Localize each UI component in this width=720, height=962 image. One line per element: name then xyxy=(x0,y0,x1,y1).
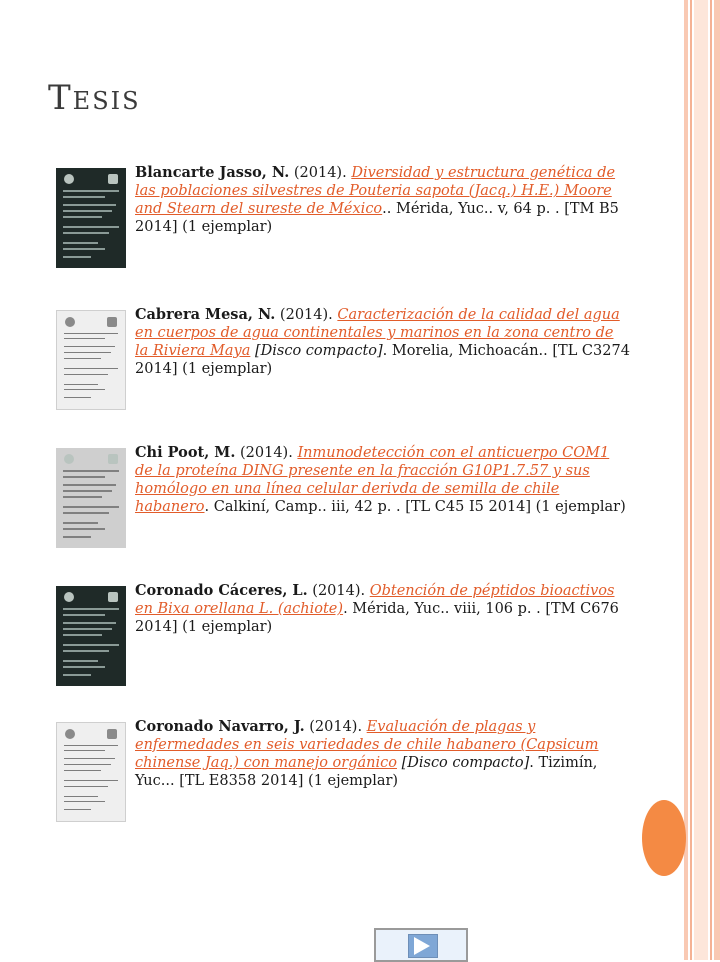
citation-details: . Morelia, Michoacán.. [TL C3274 2014] (1 ejemplar) xyxy=(135,343,630,377)
thesis-cover-thumbnail xyxy=(56,168,126,268)
thesis-citation xyxy=(135,164,631,236)
page-title: Tesis xyxy=(48,78,141,118)
citation-title-link[interactable]: Diversidad y estructura genética de las poblaciones silvestres de Pouteria sapota (Jacq.) H.E.) Moore and Stearn del sureste de México xyxy=(135,165,616,217)
orange-oval-decoration xyxy=(642,800,686,876)
citation-year: (2014). xyxy=(289,165,352,181)
thesis-cover-thumbnail xyxy=(56,310,126,410)
citation-medium: [Disco compacto] xyxy=(250,343,383,359)
citation-details: . Tizimín, Yuc... [TL E8358 2014] (1 ejemplar) xyxy=(135,755,598,789)
citation-title-link[interactable]: Inmunodetección con el anticuerpo COM1 de la proteína DING presente en la fracción G10P1.7.57 y sus homólogo en una línea celular derivda de semilla de chile habanero xyxy=(135,445,610,515)
next-slide-button[interactable] xyxy=(374,928,468,962)
thesis-cover-thumbnail xyxy=(56,586,126,686)
thesis-cover-thumbnail xyxy=(56,722,126,822)
citation-author: Coronado Cáceres, L. xyxy=(135,582,308,599)
citation-author: Cabrera Mesa, N. xyxy=(135,306,276,323)
citation-author: Coronado Navarro, J. xyxy=(135,718,305,735)
citation-year: (2014). xyxy=(304,719,367,735)
citation-author: Blancarte Jasso, N. xyxy=(135,164,290,181)
thesis-entry xyxy=(50,444,630,558)
page-border-decoration xyxy=(684,0,720,960)
play-arrow-icon xyxy=(414,937,430,955)
citation-medium: [Disco compacto] xyxy=(396,755,530,771)
next-button-face xyxy=(408,934,438,958)
citation-details: .. Mérida, Yuc.. v, 64 p. . [TM B5 2014] (1 ejemplar) xyxy=(135,201,619,235)
thesis-citation xyxy=(135,444,631,516)
citation-title-link[interactable]: Caracterización de la calidad del agua en cuerpos de agua continentales y marinos en la zona centro de la Riviera Maya xyxy=(135,307,620,359)
citation-year: (2014). xyxy=(235,445,298,461)
thesis-entry xyxy=(50,718,630,832)
citation-year: (2014). xyxy=(275,307,338,323)
thesis-citation xyxy=(135,306,631,378)
thesis-citation xyxy=(135,582,631,636)
thesis-entry xyxy=(50,164,630,278)
citation-details: . Calkiní, Camp.. iii, 42 p. . [TL C45 I5 2014] (1 ejemplar) xyxy=(204,499,626,515)
thesis-entry xyxy=(50,306,630,420)
citation-author: Chi Poot, M. xyxy=(135,444,236,461)
thesis-entry xyxy=(50,582,630,696)
citation-year: (2014). xyxy=(307,583,370,599)
citation-details: . Mérida, Yuc.. viii, 106 p. . [TM C676 2014] (1 ejemplar) xyxy=(135,601,619,635)
citation-title-link[interactable]: Obtención de péptidos bioactivos en Bixa orellana L. (achiote) xyxy=(135,583,615,617)
citation-title-link[interactable]: Evaluación de plagas y enfermedades en seis variedades de chile habanero (Capsicum chinense Jaq.) con manejo orgánico xyxy=(135,719,599,771)
thesis-cover-thumbnail xyxy=(56,448,126,548)
thesis-citation xyxy=(135,718,631,790)
